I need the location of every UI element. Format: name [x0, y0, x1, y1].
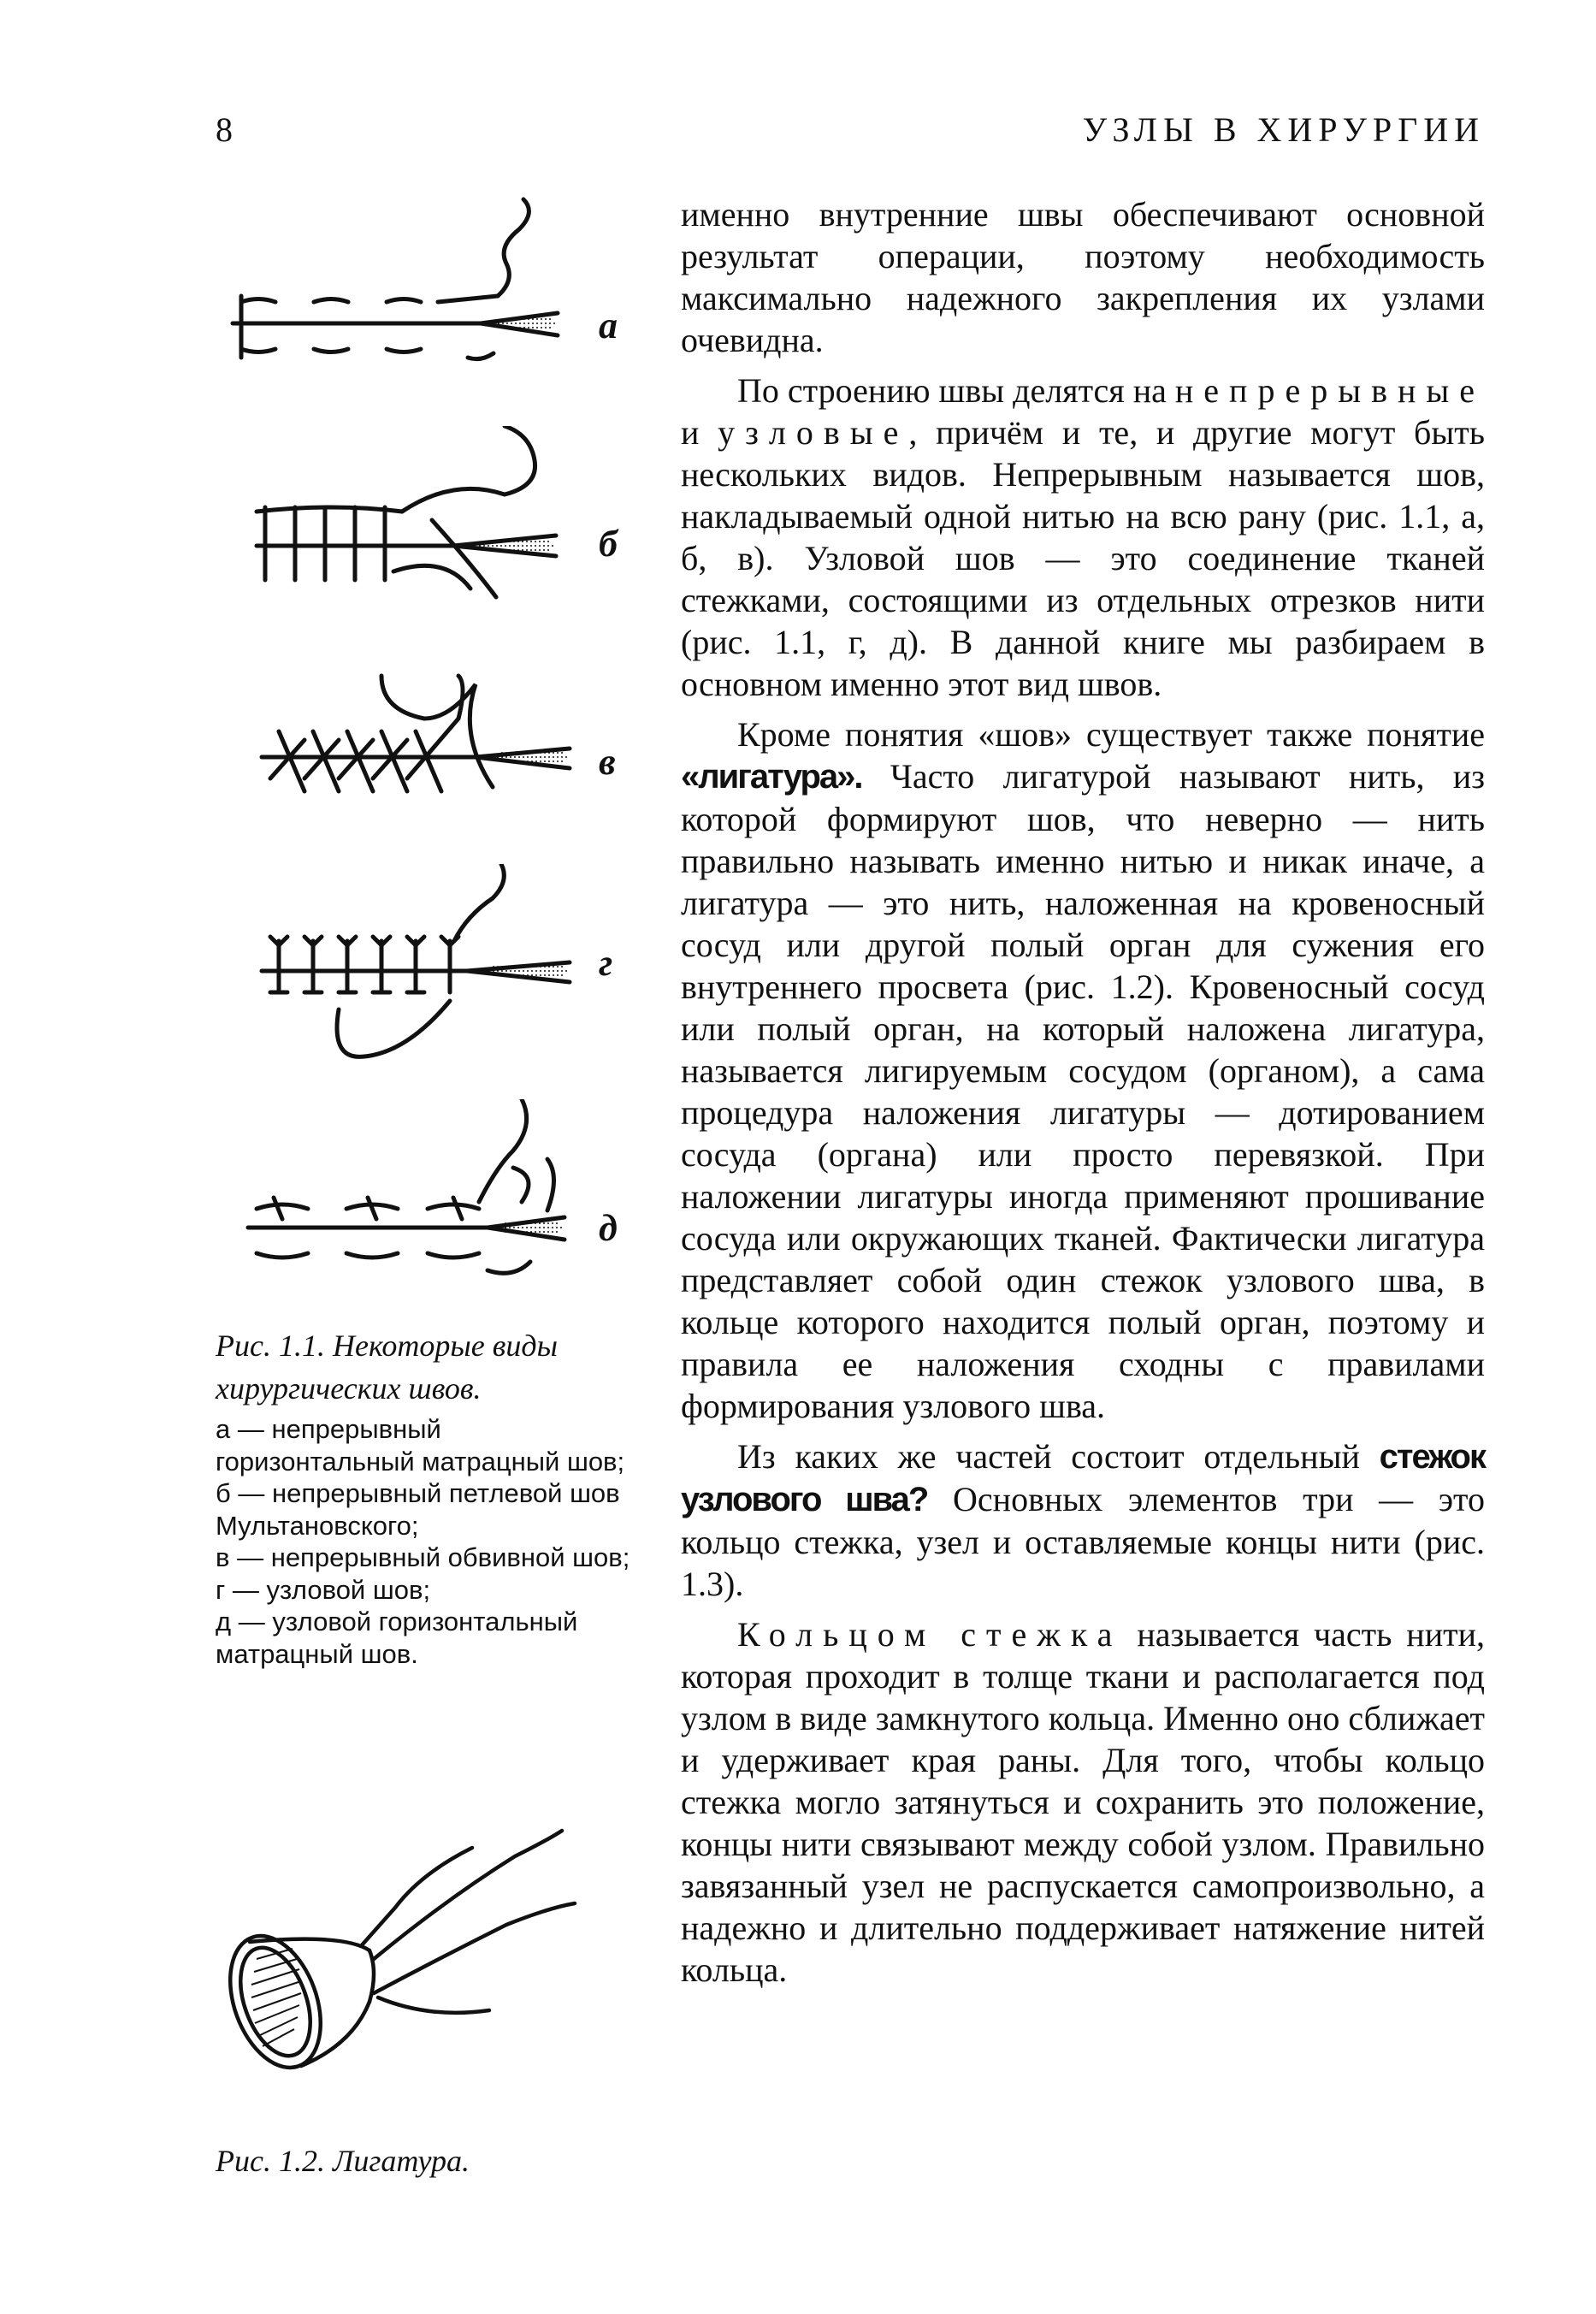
text: По строению швы делятся на: [737, 371, 1175, 410]
legend-item: д — узловой горизонтальный матрацный шов.: [216, 1607, 578, 1669]
paragraph: [681, 370, 1485, 705]
paragraph: [681, 1435, 1485, 1605]
text: , причём и те, и другие могут быть нескольких видов. Непрерывным называется шов, накладываемый одной нитью на всю рану (рис. 1.1, а, б, в). Узловой шов — это соединение тканей стежками, состоящими из отдельных отрезков нити (рис. 1.1, г, д). В данной книге мы разбираем в основном именно этот вид швов.: [681, 413, 1485, 703]
figure-label-d: д: [599, 1207, 618, 1249]
figure-stitch-a: [224, 195, 583, 366]
figure-label-a: а: [599, 305, 618, 346]
text: Часто лигатурой называют нить, из которой формируют шов, что неверно — нить правильно называть именно нитью и никак иначе, а лигатура — это нить, наложенная на кровеносный сосуд или другой полый орган для сужения его внутреннего просвета (рис. 1.2). Кровеносный сосуд или полый орган, на который наложена лигатура, называется лигируемым сосудом (органом), а сама процедура наложения лигатуры — дотированием сосуда (органа) или просто перевязкой. При наложении лигатуры иногда применяют прошивание сосуда или окружающих тканей. Фактически лигатура представляет собой один стежок узлового шва, в кольце которого находится полый орган, поэтому и правила ее наложения сходны с правилами формирования узлового шва.: [681, 757, 1485, 1425]
paragraph: именно внутренние швы обеспечивают основной результат операции, поэтому необходимость максимально надежного закрепления их узлами очевидна.: [681, 195, 1485, 359]
figure-label-b: б: [599, 523, 618, 565]
figure-stitch-b: [248, 426, 590, 606]
figure-label-g: г: [599, 942, 613, 984]
figure-1-1-caption: Рис. 1.1. Некоторые виды хирургических швов.: [216, 1329, 558, 1406]
term-stitch: стежок узлового шва?: [681, 1438, 1485, 1518]
legend-item: в — непрерывный обвивной шов;: [216, 1542, 630, 1572]
legend-item: а — непрерывный горизонтальный матрацный шов;: [216, 1414, 625, 1477]
term-stitch-ring: Кольцом стежка: [737, 1615, 1123, 1654]
paragraph: [681, 1613, 1485, 1991]
term-ligature: «лигатура».: [681, 758, 862, 796]
figure-1-1-legend: [216, 1413, 643, 1670]
text: называется часть нити, которая проходит в толще ткани и располагается под узлом в виде замкнутого кольца. Именно оно сближает и удерживает края раны. Для того, чтобы кольцо стежка могло затянуться и сохранить это положение, концы нити связывают между собой узлом. Правильно завязанный узел не распускается самопроизвольно, а надежно и длительно поддерживает натяжение нитей кольца.: [681, 1615, 1486, 1989]
legend-item: г — узловой шов;: [216, 1574, 431, 1605]
figure-stitch-d: [239, 1099, 582, 1287]
text: Кроме понятия «шов» существует также понятие: [737, 715, 1485, 754]
term-continuous: непрерывные: [1174, 371, 1485, 410]
figure-stitch-g: [253, 864, 587, 1069]
paragraph: [681, 713, 1485, 1427]
figure-stitch-v: [253, 667, 587, 813]
text: и: [681, 413, 718, 452]
running-title: УЗЛЫ В ХИРУРГИИ: [1082, 110, 1485, 149]
term-interrupted: узловые: [718, 413, 909, 452]
main-text: [681, 193, 1485, 1999]
figure-1-2-caption: Рис. 1.2. Лигатура.: [216, 2144, 470, 2178]
page-number: 8: [216, 110, 233, 149]
text: Из каких же частей состоит отдельный: [737, 1437, 1380, 1476]
legend-item: б — непрерывный петлевой шов Мультановского;: [216, 1478, 620, 1541]
figure-ligature: [224, 1822, 583, 2087]
text: Основных элементов три — это кольцо стежка, узел и оставляемые концы нити (рис. 1.3).: [681, 1480, 1485, 1603]
figure-label-v: в: [599, 741, 616, 783]
